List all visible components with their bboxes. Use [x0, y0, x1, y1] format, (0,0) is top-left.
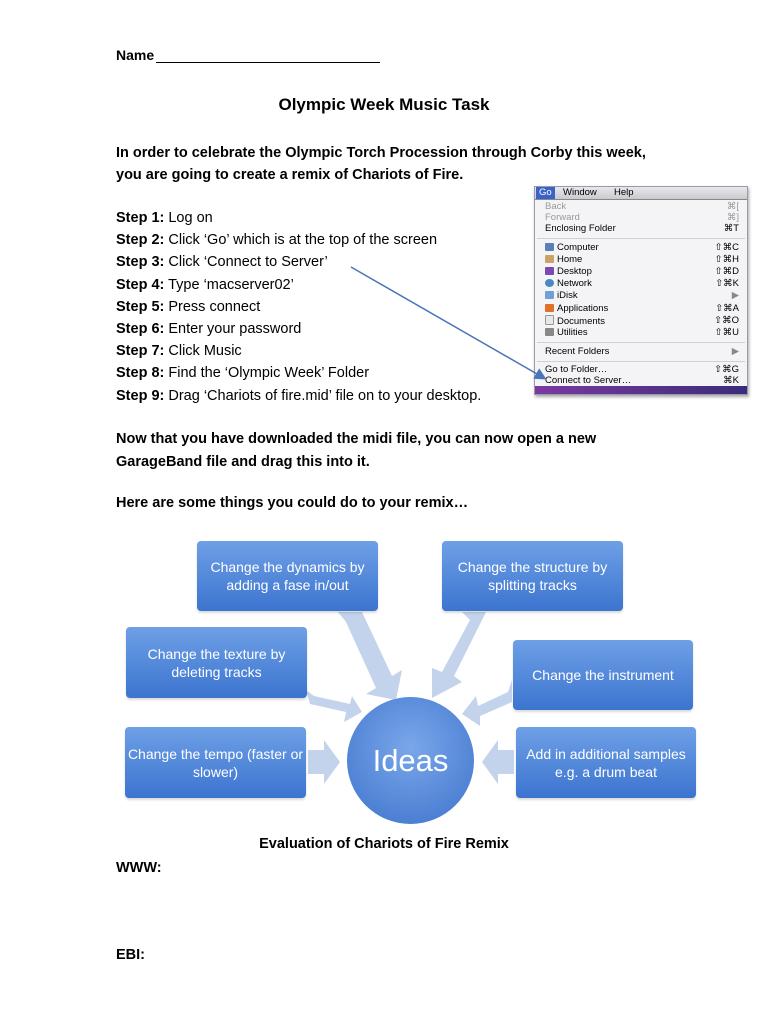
menu-item-connect-to-server[interactable]: Connect to Server… ⌘K	[545, 375, 739, 386]
menu-item-network[interactable]: Network ⇧⌘K	[545, 278, 739, 290]
arrow-structure	[432, 612, 486, 698]
step-item: Step 6: Enter your password	[116, 321, 302, 338]
idea-samples-box: Add in additional samples e.g. a drum beat	[516, 727, 696, 798]
arrow-dynamics	[338, 612, 402, 700]
menu-item-go-to-folder[interactable]: Go to Folder… ⇧⌘G	[545, 364, 739, 375]
step-item: Step 4: Type ‘macserver02’	[116, 276, 294, 293]
step-item: Step 8: Find the ‘Olympic Week’ Folder	[116, 365, 370, 382]
idea-texture-box: Change the texture by deleting tracks	[126, 627, 307, 698]
remix-ideas-heading: Here are some things you could do to your remix…	[116, 495, 469, 511]
step-item: Step 9: Drag ‘Chariots of fire.mid’ file on to your desktop.	[116, 387, 482, 404]
menu-item-documents[interactable]: Documents ⇧⌘O	[545, 315, 739, 327]
step-item: Step 5: Press connect	[116, 298, 261, 315]
menu-item-enclosing-folder[interactable]: Enclosing Folder ⌘T	[545, 223, 739, 234]
evaluation-title: Evaluation of Chariots of Fire Remix	[259, 836, 509, 852]
ideas-center-circle: Ideas	[347, 697, 474, 824]
arrow-samples	[482, 740, 514, 784]
menu-item-computer[interactable]: Computer ⇧⌘C	[545, 242, 739, 254]
idea-dynamics-box: Change the dynamics by adding a fase in/out	[197, 541, 378, 611]
name-label: Name	[116, 47, 155, 63]
step-item: Step 3: Click ‘Connect to Server’	[116, 254, 328, 271]
menu-item-home[interactable]: Home ⇧⌘H	[545, 254, 739, 266]
download-note: Now that you have downloaded the midi file, you can now open a new GarageBand file and drag this into it.	[116, 431, 597, 470]
idea-structure-box: Change the structure by splitting tracks	[442, 541, 623, 611]
menu-item-applications[interactable]: Applications ⇧⌘A	[545, 303, 739, 315]
menu-item-recent-folders[interactable]: Recent Folders ▶	[545, 346, 739, 357]
menu-item-forward[interactable]: Forward ⌘]	[545, 212, 739, 223]
menu-item-back[interactable]: Back ⌘[	[545, 201, 739, 212]
page-title: Olympic Week Music Task	[278, 95, 490, 114]
ebi-label: EBI:	[116, 947, 145, 963]
menu-window[interactable]: Window	[563, 187, 597, 198]
www-label: WWW:	[116, 860, 162, 876]
step-item: Step 7: Click Music	[116, 343, 242, 360]
arrow-texture	[306, 690, 362, 722]
step-item: Step 1: Log on	[116, 210, 213, 226]
step-item: Step 2: Click ‘Go’ which is at the top of the screen	[116, 232, 438, 249]
menu-help[interactable]: Help	[614, 187, 634, 198]
idea-instrument-box: Change the instrument	[513, 640, 693, 710]
menu-go[interactable]: Go	[536, 187, 555, 199]
arrow-instrument	[462, 680, 512, 726]
arrow-tempo	[308, 740, 340, 784]
intro-paragraph: In order to celebrate the Olympic Torch Procession through Corby this week, you are going to create a remix of Chariots of Fire.	[116, 145, 646, 183]
pointer-arrow	[351, 267, 544, 378]
idea-tempo-box: Change the tempo (faster or slower)	[125, 727, 306, 798]
menu-item-idisk[interactable]: iDisk ▶	[545, 290, 739, 302]
menu-item-utilities[interactable]: Utilities ⇧⌘U	[545, 327, 739, 339]
menu-item-desktop[interactable]: Desktop ⇧⌘D	[545, 266, 739, 278]
